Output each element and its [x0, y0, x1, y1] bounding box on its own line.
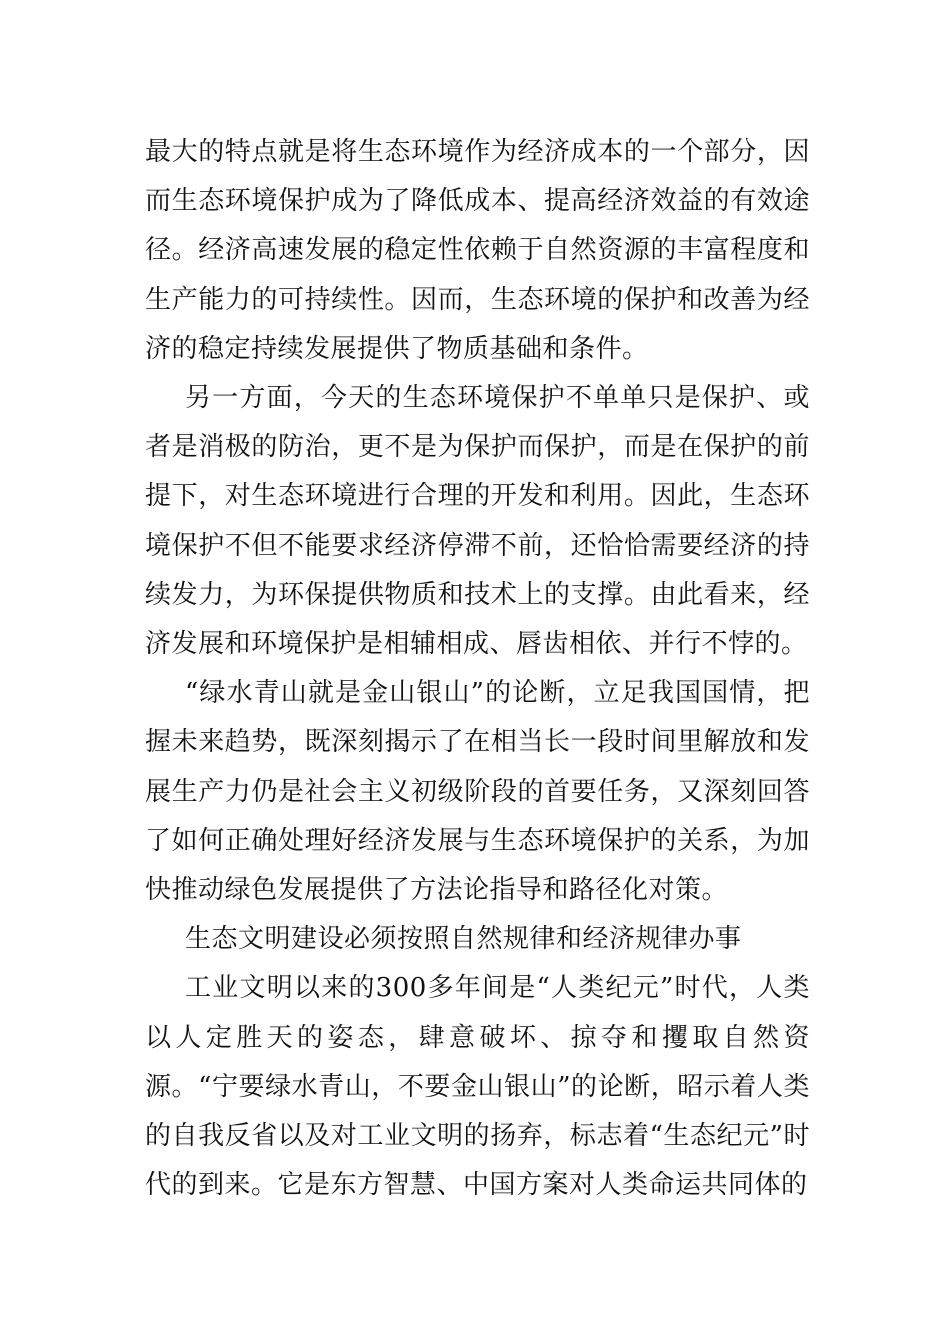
- paragraph: 工业文明以来的300多年间是“人类纪元”时代，人类以人定胜天的姿态，肆意破坏、掠夺和攫取自然资源。“宁要绿水青山，不要金山银山”的论断，昭示着人类的自我反省以及对工业文明的扬弃，标志着“生态纪元”时代的到来。它是东方智慧、中国方案对人类命运共同体的: [145, 973, 810, 1201]
- section-heading: 生态文明建设必须按照自然规律和经济规律办事: [185, 924, 742, 955]
- paragraph-continued: 最大的特点就是将生态环境作为经济成本的一个部分，因而生态环境保护成为了降低成本、提高经济效益的有效途径。经济高速发展的稳定性依赖于自然资源的丰富程度和生产能力的可持续性。因而，生态环境的保护和改善为经济的稳定持续发展提供了物质基础和条件。: [145, 137, 810, 364]
- paragraph: 另一方面，今天的生态环境保护不单单只是保护、或者是消极的防治，更不是为保护而保护，而是在保护的前提下，对生态环境进行合理的开发和利用。因此，生态环境保护不但不能要求经济停滞不前，还恰恰需要经济的持续发力，为环保提供物质和技术上的支撑。由此看来，经济发展和环境保护是相辅相成、唇齿相依、并行不悖的。: [145, 383, 810, 660]
- body-text: [145, 128, 810, 1210]
- paragraph: “绿水青山就是金山银山”的论断，立足我国国情，把握未来趋势，既深刻揭示了在相当长一段时间里解放和发展生产力仍是社会主义初级阶段的首要任务，又深刻回答了如何正确处理好经济发展与生态环境保护的关系，为加快推动绿色发展提供了方法论指导和路径化对策。: [145, 678, 810, 906]
